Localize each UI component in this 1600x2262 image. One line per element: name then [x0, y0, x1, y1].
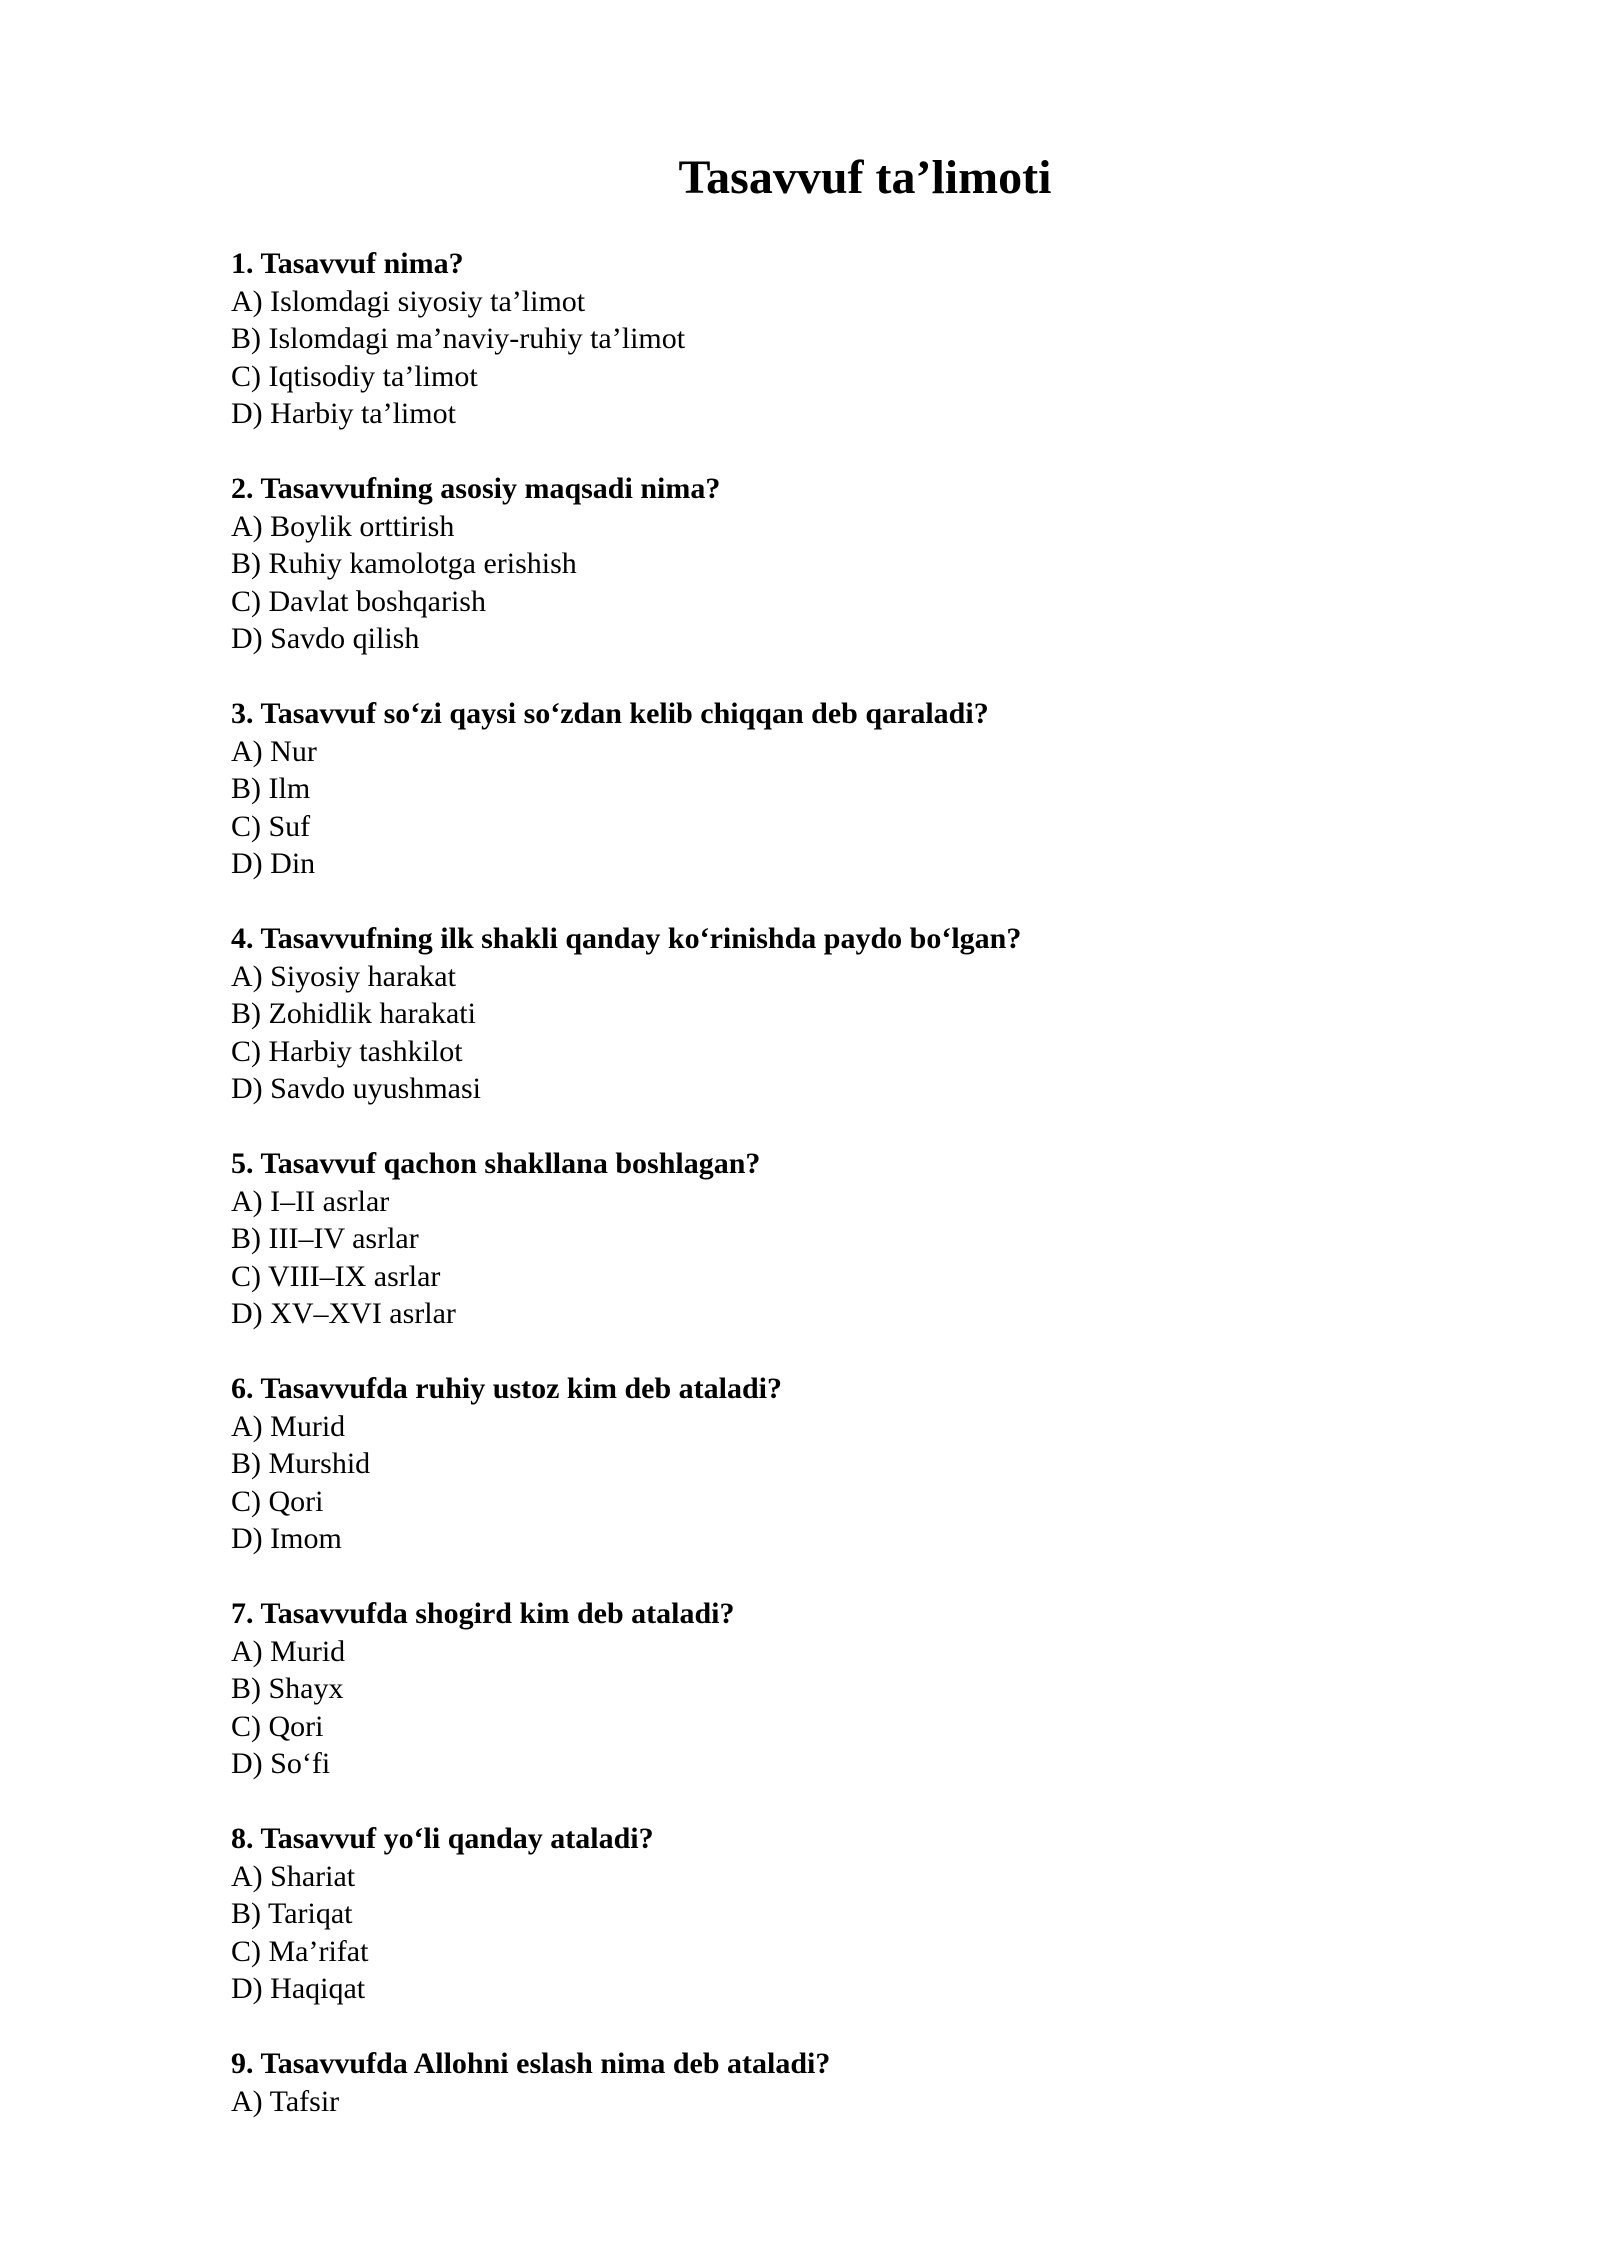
- question-block: [231, 920, 1431, 1108]
- question-block: [231, 1145, 1431, 1333]
- quiz-list: [231, 245, 1431, 2158]
- answer-option: A) I–II asrlar: [231, 1184, 390, 1218]
- answer-option: C) Davlat boshqarish: [231, 584, 486, 618]
- answer-option: A) Shariat: [231, 1859, 356, 1893]
- answer-option: C) Ma’rifat: [231, 1934, 369, 1968]
- answer-option: A) Islomdagi siyosiy ta’limot: [231, 284, 586, 318]
- answer-option: C) Harbiy tashkilot: [231, 1034, 463, 1068]
- answer-option: B) Islomdagi ma’naviy-ruhiy ta’limot: [231, 322, 686, 355]
- answer-option: A) Siyosiy harakat: [231, 959, 456, 993]
- question-block: [231, 470, 1431, 658]
- question-text: 7. Tasavvufda shogird kim deb ataladi?: [231, 1597, 735, 1630]
- question-text: 4. Tasavvufning ilk shakli qanday ko‘rinishda paydo bo‘lgan?: [231, 922, 1022, 955]
- answer-option: A) Boylik orttirish: [231, 509, 455, 543]
- answer-option: A) Tafsir: [231, 2084, 340, 2118]
- answer-option: C) Iqtisodiy ta’limot: [231, 359, 478, 393]
- answer-option: B) Ruhiy kamolotga erishish: [231, 547, 577, 580]
- question-block: [231, 1370, 1431, 1558]
- question-block: [231, 245, 1431, 433]
- answer-option: C) Suf: [231, 809, 311, 843]
- document-title: Tasavvuf ta’limoti: [678, 151, 1052, 204]
- answer-option: D) XV–XVI asrlar: [231, 1297, 456, 1330]
- question-text: 6. Tasavvufda ruhiy ustoz kim deb ataladi?: [231, 1372, 782, 1405]
- answer-option: B) III–IV asrlar: [231, 1222, 419, 1255]
- question-block: [231, 1595, 1431, 1783]
- question-block: [231, 695, 1431, 883]
- question-text: 5. Tasavvuf qachon shakllana boshlagan?: [231, 1147, 761, 1180]
- answer-option: C) Qori: [231, 1709, 324, 1743]
- question-block: [231, 1820, 1431, 2008]
- answer-option: B) Zohidlik harakati: [231, 997, 476, 1030]
- answer-option: B) Tariqat: [231, 1897, 353, 1930]
- question-text: 1. Tasavvuf nima?: [231, 247, 464, 280]
- answer-option: A) Nur: [231, 734, 317, 768]
- question-text: 3. Tasavvuf so‘zi qaysi so‘zdan kelib chiqqan deb qaraladi?: [231, 697, 989, 730]
- answer-option: A) Murid: [231, 1409, 346, 1443]
- answer-option: D) Savdo qilish: [231, 622, 420, 655]
- answer-option: D) Harbiy ta’limot: [231, 397, 456, 430]
- answer-option: C) Qori: [231, 1484, 324, 1518]
- question-text: 2. Tasavvufning asosiy maqsadi nima?: [231, 472, 721, 505]
- answer-option: D) Savdo uyushmasi: [231, 1072, 481, 1105]
- answer-option: D) Haqiqat: [231, 1972, 366, 2005]
- answer-option: B) Ilm: [231, 772, 311, 805]
- answer-option: A) Murid: [231, 1634, 346, 1668]
- answer-option: D) Imom: [231, 1522, 342, 1555]
- answer-option: D) So‘fi: [231, 1747, 331, 1780]
- question-text: 8. Tasavvuf yo‘li qanday ataladi?: [231, 1822, 654, 1855]
- answer-option: B) Murshid: [231, 1447, 371, 1480]
- answer-option: D) Din: [231, 847, 316, 880]
- question-text: 9. Tasavvufda Allohni eslash nima deb ataladi?: [231, 2047, 831, 2080]
- question-block: [231, 2045, 1431, 2120]
- answer-option: C) VIII–IX asrlar: [231, 1259, 441, 1293]
- answer-option: B) Shayx: [231, 1672, 344, 1705]
